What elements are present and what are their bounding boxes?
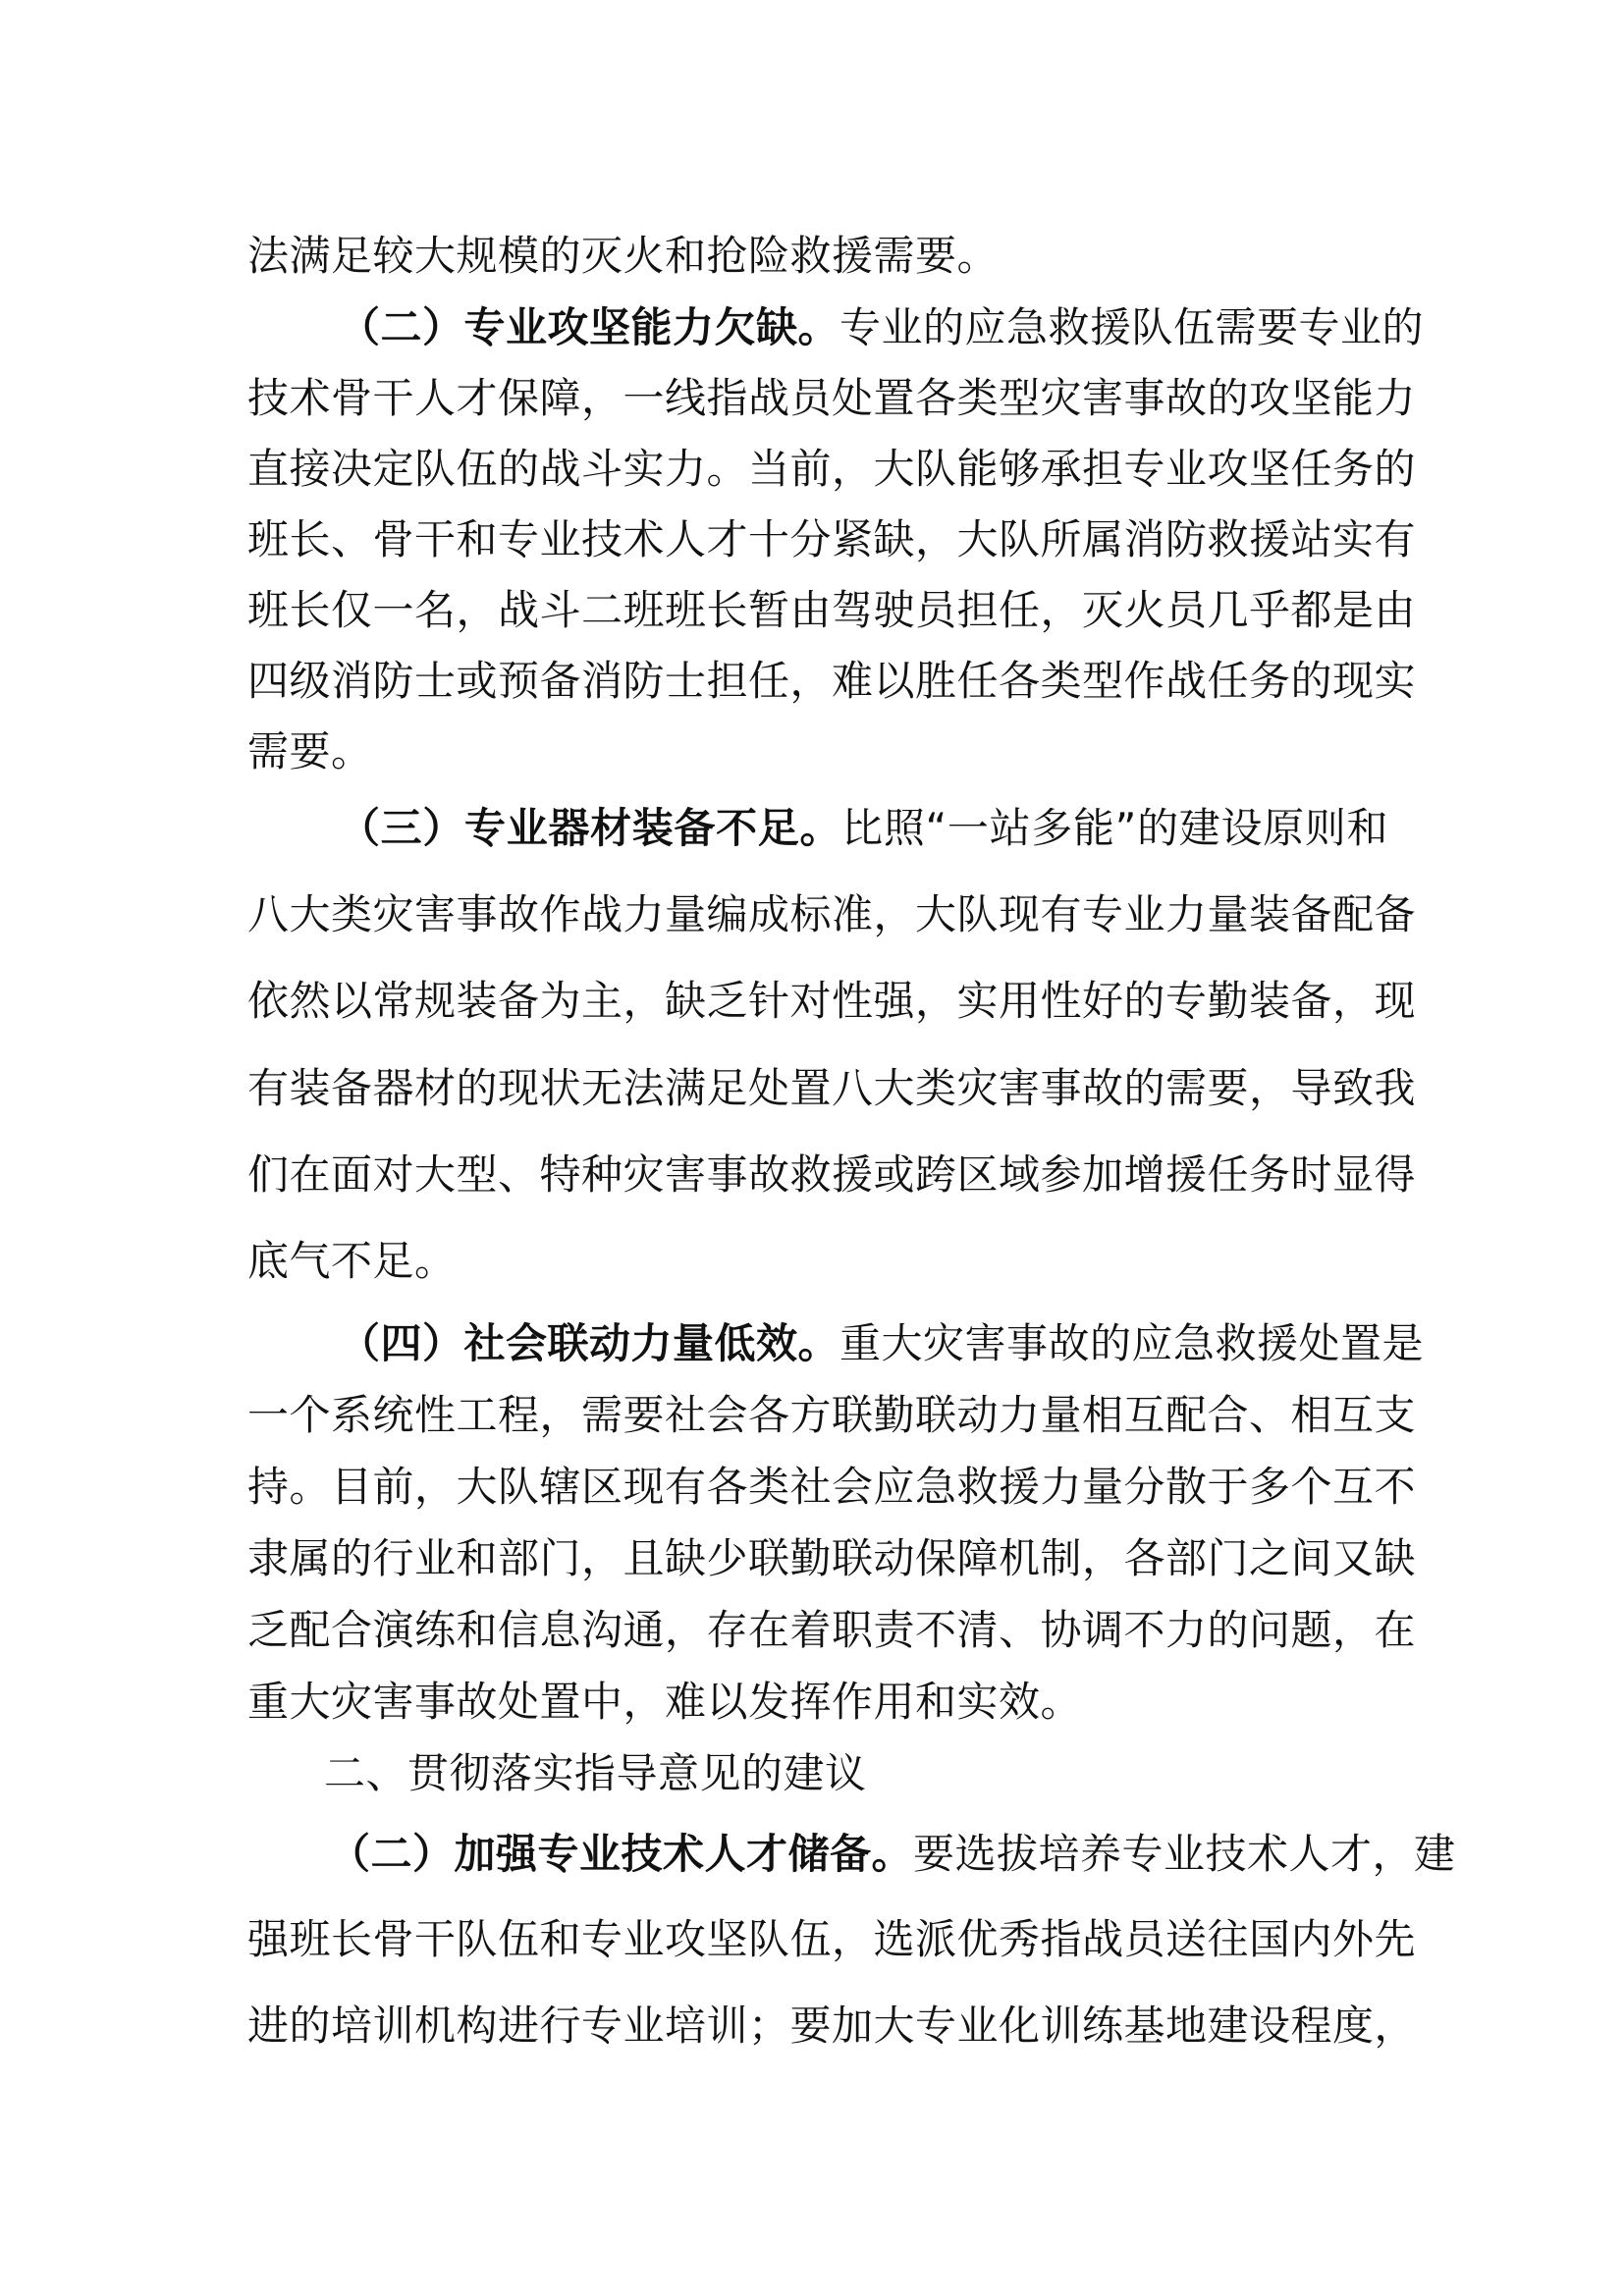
line-text: 依然以常规装备为主，缺乏针对性强，实用性好的专勤装备，现 xyxy=(247,977,1417,1025)
section-heading-line xyxy=(339,800,1388,857)
line-text: 持。目前，大队辖区现有各类社会应急救援力量分散于多个互不 xyxy=(247,1463,1417,1511)
paragraph-line xyxy=(247,1674,1388,1731)
line-text: 直接决定队伍的战斗实力。当前，大队能够承担专业攻坚任务的 xyxy=(247,445,1417,493)
paragraph-line xyxy=(247,1459,1417,1516)
line-text: 有装备器材的现状无法满足处置八大类灾害事故的需要，导致我 xyxy=(247,1064,1417,1112)
line-text: 强班长骨干队伍和专业攻坚队伍，选派优秀指战员送往国内外先 xyxy=(247,1915,1417,1963)
line-text: 隶属的行业和部门，且缺少联勤联动保障机制，各部门之间又缺 xyxy=(247,1534,1417,1582)
paragraph-line xyxy=(247,1387,1417,1444)
line-text: 技术骨干人才保障，一线指战员处置各类型灾害事故的攻坚能力 xyxy=(247,374,1417,422)
paragraph-line xyxy=(247,1998,1417,2055)
paragraph-line xyxy=(247,1530,1417,1587)
paragraph-line xyxy=(247,1602,1417,1659)
line-text: 乏配合演练和信息沟通，存在着职责不清、协调不力的问题，在 xyxy=(247,1606,1417,1654)
paragraph-line xyxy=(247,1911,1417,1968)
line-text: 班长、骨干和专业技术人才十分紧缺，大队所属消防救援站实有 xyxy=(247,515,1417,563)
line-text: 重大灾害事故的应急救援处置是 xyxy=(839,1319,1425,1367)
paragraph-line xyxy=(247,886,1417,943)
section-heading: （三）专业器材装备不足。 xyxy=(339,804,842,852)
chapter-heading: 二、贯彻落实指导意见的建议 xyxy=(324,1749,867,1797)
line-text: 们在面对大型、特种灾害事故救援或跨区域参加增援任务时显得 xyxy=(247,1150,1417,1199)
paragraph-line xyxy=(247,441,1417,498)
section-heading: （四）社会联动力量低效。 xyxy=(339,1319,840,1367)
section-heading: （二）专业攻坚能力欠缺。 xyxy=(339,303,840,351)
chapter-heading-line xyxy=(324,1745,1388,1802)
paragraph-line xyxy=(247,1060,1417,1117)
line-text: 法满足较大规模的灭火和抢险救援需要。 xyxy=(247,232,1000,280)
line-text: 需要。 xyxy=(247,727,373,775)
paragraph-line xyxy=(247,1147,1417,1203)
paragraph-line xyxy=(247,1233,1388,1290)
line-text: 班长仅一名，战斗二班班长暂由驾驶员担任，灭火员几乎都是由 xyxy=(247,586,1417,634)
line-text: 比照“一站多能”的建设原则和 xyxy=(841,804,1388,852)
paragraph-line xyxy=(247,228,1388,285)
line-text: 四级消防士或预备消防士担任，难以胜任各类型作战任务的现实 xyxy=(247,657,1417,705)
paragraph-line xyxy=(247,973,1417,1030)
line-text: 进的培训机构进行专业培训；要加大专业化训练基地建设程度， xyxy=(247,2002,1417,2050)
section-heading-line xyxy=(339,299,1425,356)
paragraph-line xyxy=(247,653,1417,710)
paragraph-line xyxy=(247,370,1417,427)
paragraph-line xyxy=(247,723,1388,780)
line-text: 重大灾害事故处置中，难以发挥作用和实效。 xyxy=(247,1678,1083,1726)
line-text: 底气不足。 xyxy=(247,1237,457,1285)
line-text: 要选拔培养专业技术人才，建 xyxy=(913,1830,1456,1878)
line-text: 一个系统性工程，需要社会各方联勤联动力量相互配合、相互支 xyxy=(247,1391,1417,1439)
section-heading-line xyxy=(329,1826,1456,1883)
paragraph-line xyxy=(247,511,1417,568)
section-heading-line xyxy=(339,1315,1425,1372)
section-heading: （二）加强专业技术人才储备。 xyxy=(329,1830,914,1878)
paragraph-line xyxy=(247,582,1417,639)
line-text: 八大类灾害事故作战力量编成标准，大队现有专业力量装备配备 xyxy=(247,890,1417,938)
line-text: 专业的应急救援队伍需要专业的 xyxy=(839,303,1425,351)
